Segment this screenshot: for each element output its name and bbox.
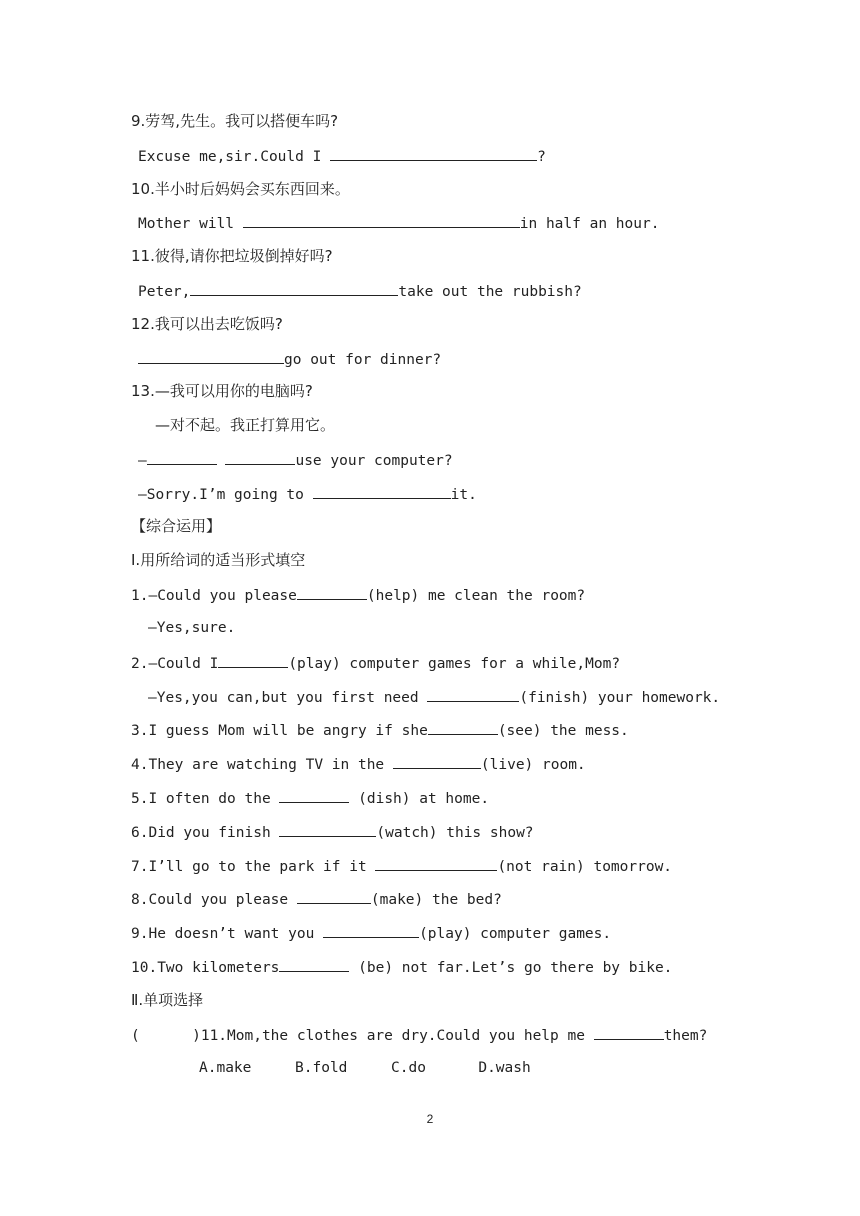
text-segment: — — [138, 453, 147, 469]
choice-question-11 — [131, 1024, 707, 1046]
text-segment: 3.I guess Mom will be angry if she — [131, 723, 428, 739]
question-13-chinese-b: —对不起。我正打算用它。 — [155, 416, 336, 434]
text-segment: in half an hour. — [519, 216, 660, 232]
fill-question-1 — [131, 584, 585, 606]
text-segment: (be) not far.Let’s go there by bike. — [349, 960, 673, 976]
answer-blank[interactable] — [279, 821, 376, 837]
text-segment: Peter, — [138, 284, 191, 300]
answer-blank[interactable] — [330, 145, 537, 161]
text-segment: Excuse me,sir.Could I — [138, 149, 331, 165]
answer-blank[interactable] — [225, 449, 295, 465]
text-segment: use your computer? — [295, 453, 453, 469]
question-10-chinese: 10.半小时后妈妈会买东西回来。 — [131, 180, 350, 198]
text-segment: 7.I’ll go to the park if it — [131, 859, 376, 875]
text-segment: take out the rubbish? — [398, 284, 582, 300]
text-segment: (watch) this show? — [376, 825, 534, 841]
text-segment: 2.—Could I — [131, 656, 219, 672]
answer-blank[interactable] — [313, 483, 451, 499]
text-segment: Mother will — [138, 216, 243, 232]
question-12-chinese: 12.我可以出去吃饭吗? — [131, 315, 283, 333]
answer-blank[interactable] — [594, 1024, 664, 1040]
text-segment: (live) room. — [480, 757, 586, 773]
section-heading-comprehensive: 【综合运用】 — [131, 517, 222, 535]
text-segment: (play) computer games. — [419, 926, 612, 942]
text-segment: —Sorry.I’m going to — [138, 487, 313, 503]
answer-blank[interactable] — [138, 348, 284, 364]
answer-blank[interactable] — [297, 584, 367, 600]
text-segment: 5.I often do the — [131, 791, 280, 807]
choice-question-11-options: A.make B.fold C.do D.wash — [199, 1060, 531, 1076]
text-segment: (play) computer games for a while,Mom? — [288, 656, 621, 672]
answer-blank[interactable] — [427, 686, 519, 702]
question-9-chinese: 9.劳驾,先生。我可以搭便车吗? — [131, 112, 339, 130]
fill-question-8 — [131, 888, 502, 910]
answer-blank[interactable] — [428, 719, 498, 735]
fill-question-10 — [131, 956, 672, 978]
text-segment: (see) the mess. — [497, 723, 629, 739]
fill-question-3 — [131, 719, 629, 741]
fill-question-2-reply — [148, 686, 720, 708]
text-segment: (not rain) tomorrow. — [497, 859, 673, 875]
fill-question-6 — [131, 821, 534, 843]
answer-blank[interactable] — [375, 855, 497, 871]
text-segment: (help) me clean the room? — [366, 588, 586, 604]
text-segment: go out for dinner? — [284, 352, 442, 368]
text-segment: 8.Could you please — [131, 892, 297, 908]
text-segment: 6.Did you finish — [131, 825, 280, 841]
question-11-english — [138, 280, 582, 302]
text-segment: them? — [663, 1028, 708, 1044]
answer-blank[interactable] — [218, 652, 288, 668]
text-segment: 9.He doesn’t want you — [131, 926, 324, 942]
text-segment: (finish) your homework. — [519, 690, 721, 706]
page-number: 2 — [426, 1112, 434, 1126]
text-segment: 4.They are watching TV in the — [131, 757, 393, 773]
answer-blank[interactable] — [323, 922, 419, 938]
section-2-heading: Ⅱ.单项选择 — [131, 991, 204, 1009]
question-13-chinese-a: 13.—我可以用你的电脑吗? — [131, 382, 313, 400]
fill-question-4 — [131, 753, 586, 775]
fill-question-2 — [131, 652, 620, 674]
answer-blank[interactable] — [279, 956, 349, 972]
answer-blank[interactable] — [297, 888, 371, 904]
fill-question-5 — [131, 787, 489, 809]
text-segment — [217, 453, 226, 469]
question-13-english-b — [138, 483, 477, 505]
question-9-english — [138, 145, 546, 167]
question-11-chinese: 11.彼得,请你把垃圾倒掉好吗? — [131, 247, 333, 265]
text-segment: (make) the bed? — [370, 892, 502, 908]
question-10-english — [138, 212, 659, 234]
fill-question-9 — [131, 922, 611, 944]
text-segment: 1.—Could you please — [131, 588, 297, 604]
answer-blank[interactable] — [190, 280, 398, 296]
question-12-english — [138, 348, 441, 370]
answer-blank[interactable] — [393, 753, 481, 769]
fill-question-7 — [131, 855, 672, 877]
answer-blank[interactable] — [243, 212, 520, 228]
section-1-heading: Ⅰ.用所给词的适当形式填空 — [131, 551, 306, 569]
text-segment: 10.Two kilometers — [131, 960, 280, 976]
answer-blank[interactable] — [147, 449, 217, 465]
text-segment: ? — [537, 149, 546, 165]
fill-question-1-reply: —Yes,sure. — [148, 620, 236, 636]
text-segment: ( )11.Mom,the clothes are dry.Could you help me — [131, 1028, 594, 1044]
text-segment: —Yes,you can,but you first need — [148, 690, 428, 706]
text-segment: it. — [450, 487, 477, 503]
text-segment: (dish) at home. — [349, 791, 490, 807]
question-13-english-a — [138, 449, 453, 471]
answer-blank[interactable] — [279, 787, 349, 803]
